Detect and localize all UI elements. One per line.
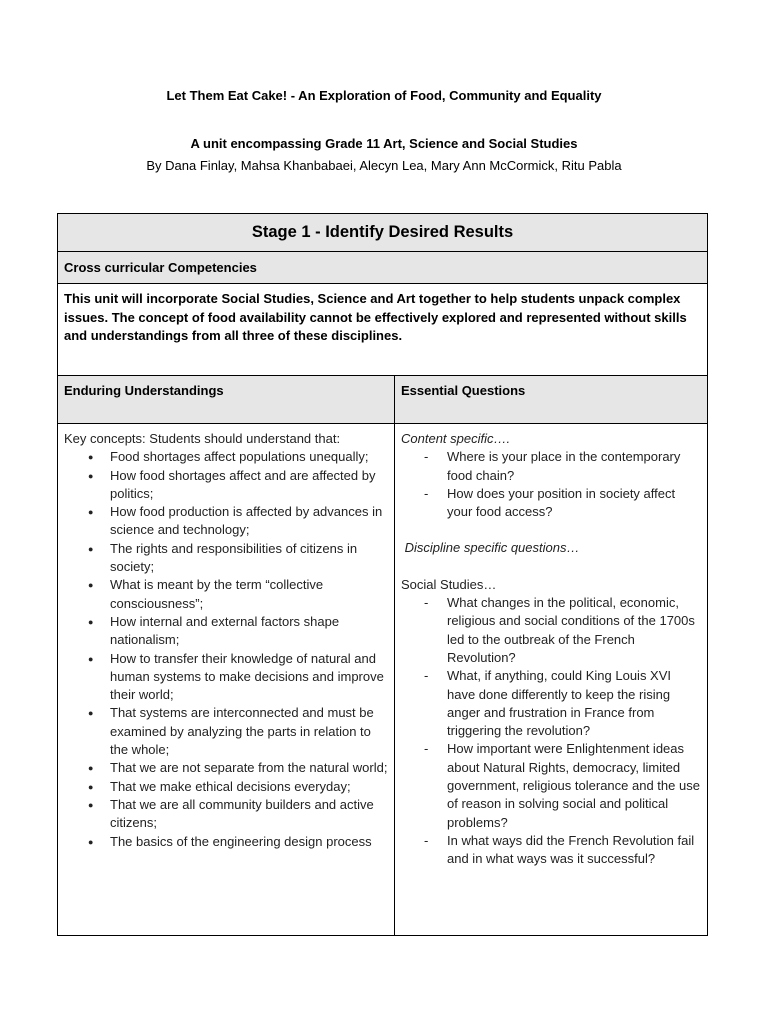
list-item: ● The basics of the engineering design process — [64, 833, 388, 851]
enduring-understandings-header: Enduring Understandings — [58, 376, 395, 424]
competencies-text: This unit will incorporate Social Studies, Science and Art together to help students unpack complex issues. The concept of food availability cannot be effectively explored and represented without skills and understandings from all three of these disciplines. — [58, 284, 708, 376]
social-studies-label: Social Studies… — [401, 576, 497, 592]
list-item: - Where is your place in the contemporary food chain? — [401, 448, 701, 485]
stage-1-table — [57, 213, 708, 936]
enduring-understandings-cell — [58, 424, 395, 936]
discipline-specific-label: Discipline specific questions… — [401, 540, 580, 556]
social-studies-questions-list — [401, 594, 701, 868]
list-item: - How does your position in society affect your food access? — [401, 485, 701, 522]
list-item: ● How food shortages affect and are affected by politics; — [64, 467, 388, 504]
list-item: - How important were Enlightenment ideas about Natural Rights, democracy, limited government, religious tolerance and the use of reason in solving social and political problems? — [401, 740, 701, 831]
list-item: ● That we make ethical decisions everyday; — [64, 778, 388, 796]
competencies-header: Cross curricular Competencies — [58, 252, 708, 284]
content-questions-list — [401, 448, 701, 521]
list-item: ● How to transfer their knowledge of natural and human systems to make decisions and improve their world; — [64, 650, 388, 705]
document-authors: By Dana Finlay, Mahsa Khanbabaei, Alecyn Lea, Mary Ann McCormick, Ritu Pabla — [146, 158, 622, 173]
key-concepts-list — [64, 448, 388, 851]
list-item: ● That systems are interconnected and must be examined by analyzing the parts in relation to the whole; — [64, 704, 388, 759]
content-specific-label: Content specific…. — [401, 431, 511, 446]
essential-questions-cell — [395, 424, 708, 936]
list-item: ● How internal and external factors shape nationalism; — [64, 613, 388, 650]
list-item: ● That we are all community builders and active citizens; — [64, 796, 388, 833]
document-subtitle: A unit encompassing Grade 11 Art, Science and Social Studies — [190, 136, 578, 151]
essential-questions-header: Essential Questions — [395, 376, 708, 424]
list-item: ● Food shortages affect populations unequally; — [64, 448, 388, 466]
list-item: - What, if anything, could King Louis XVI have done differently to keep the rising anger and frustration in France from triggering the revolution? — [401, 667, 701, 740]
document-title: Let Them Eat Cake! - An Exploration of Food, Community and Equality — [166, 88, 602, 103]
key-concepts-intro: Key concepts: Students should understand that: — [64, 431, 341, 446]
list-item: ● How food production is affected by advances in science and technology; — [64, 503, 388, 540]
list-item: ● That we are not separate from the natural world; — [64, 759, 388, 777]
list-item: - What changes in the political, economic, religious and social conditions of the 1700s led to the outbreak of the French Revolution? — [401, 594, 701, 667]
list-item: ● The rights and responsibilities of citizens in society; — [64, 540, 388, 577]
list-item: - In what ways did the French Revolution fail and in what ways was it successful? — [401, 832, 701, 869]
stage-header: Stage 1 - Identify Desired Results — [58, 214, 708, 252]
list-item: ● What is meant by the term “collective consciousness”; — [64, 576, 388, 613]
